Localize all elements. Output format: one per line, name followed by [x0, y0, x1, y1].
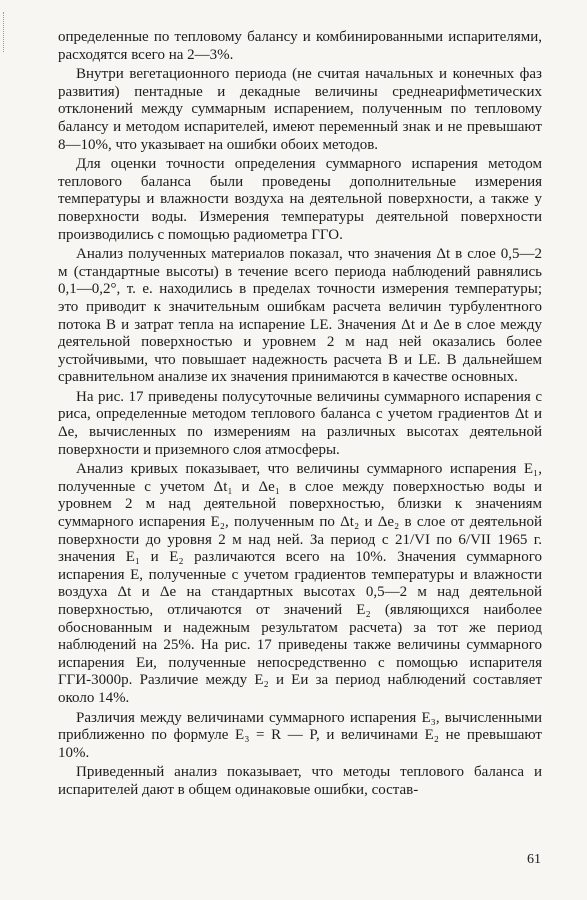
paragraph-3: Для оценки точности определения суммарного испарения методом теплового баланса были проведены дополнительные измерения температуры и влажности воздуха на деятельной поверхности, а также у поверхности воды. Измерения температуры деятельной поверхности производились с помощью радиометра ГГО. [58, 156, 542, 243]
page-body [58, 29, 542, 802]
paragraph-6: Анализ кривых показывает, что величины суммарного испарения E₁, полученные с учетом Δt₁ и Δe₁ в слое между поверхностью воды и уровнем 2 м над деятельной поверхностью, близки к значениям суммарного испарения E₂, полученным по Δt₂ и Δe₂ в слое от деятельной поверхности до уровня 2 м над ней. За период с 21/VI по 6/VII 1965 г. значения E₁ и E₂ различаются всего на 10%. Значения суммарного испарения E, полученные с учетом градиентов температуры и влажности воздуха Δt и Δe на стандартных высотах 0,5—2 м над деятельной поверхностью, отличаются от значений E₂ (являющихся наиболее обоснованным и надежным результатом расчета) за тот же период наблюдений на 25%. На рис. 17 приведены также величины суммарного испарения Eи, полученные непосредственно с помощью испарителя ГГИ-3000р. Различие между E₂ и Eи за период наблюдений составляет около 14%. [58, 461, 542, 706]
paragraph-4: Анализ полученных материалов показал, что значения Δt в слое 0,5—2 м (стандартные высоты) в течение всего периода наблюдений равнялись 0,1—0,2°, т. е. находились в пределах точности измерения температуры; это приводит к значительным ошибкам расчета величин турбулентного потока B и затрат тепла на испарение LE. Значения Δt и Δe в слое между деятельной поверхностью и уровнем 2 м над ней оказались более устойчивыми, что повышает надежность расчета B и LE. В дальнейшем сравнительном анализе их значения принимаются в качестве основных. [58, 246, 542, 386]
paragraph-7: Различия между величинами суммарного испарения E₃, вычисленными приближенно по формуле E₃ = R — P, и величинами E₂ не превышают 10%. [58, 709, 542, 761]
paragraph-5: На рис. 17 приведены полусуточные величины суммарного испарения с риса, определенные методом теплового баланса с учетом градиентов Δt и Δe, вычисленных по измерениям на различных высотах деятельной поверхности и приземного слоя атмосферы. [58, 388, 542, 458]
paragraph-2: Внутри вегетационного периода (не считая начальных и конечных фаз развития) пентадные и декадные величины среднеарифметических отклонений между суммарным испарением, полученным по тепловому балансу и методом испарителей, имеют переменный знак и не превышают 8—10%, что указывает на ошибки обоих методов. [58, 66, 542, 153]
paragraph-1: определенные по тепловому балансу и комбинированными испарителями, расходятся всего на 2—3%. [58, 29, 542, 63]
paragraph-8: Приведенный анализ показывает, что методы теплового баланса и испарителей дают в общем одинаковые ошибки, состав- [58, 764, 542, 798]
page-number: 61 [527, 852, 541, 867]
page-edge-marks [3, 12, 8, 52]
